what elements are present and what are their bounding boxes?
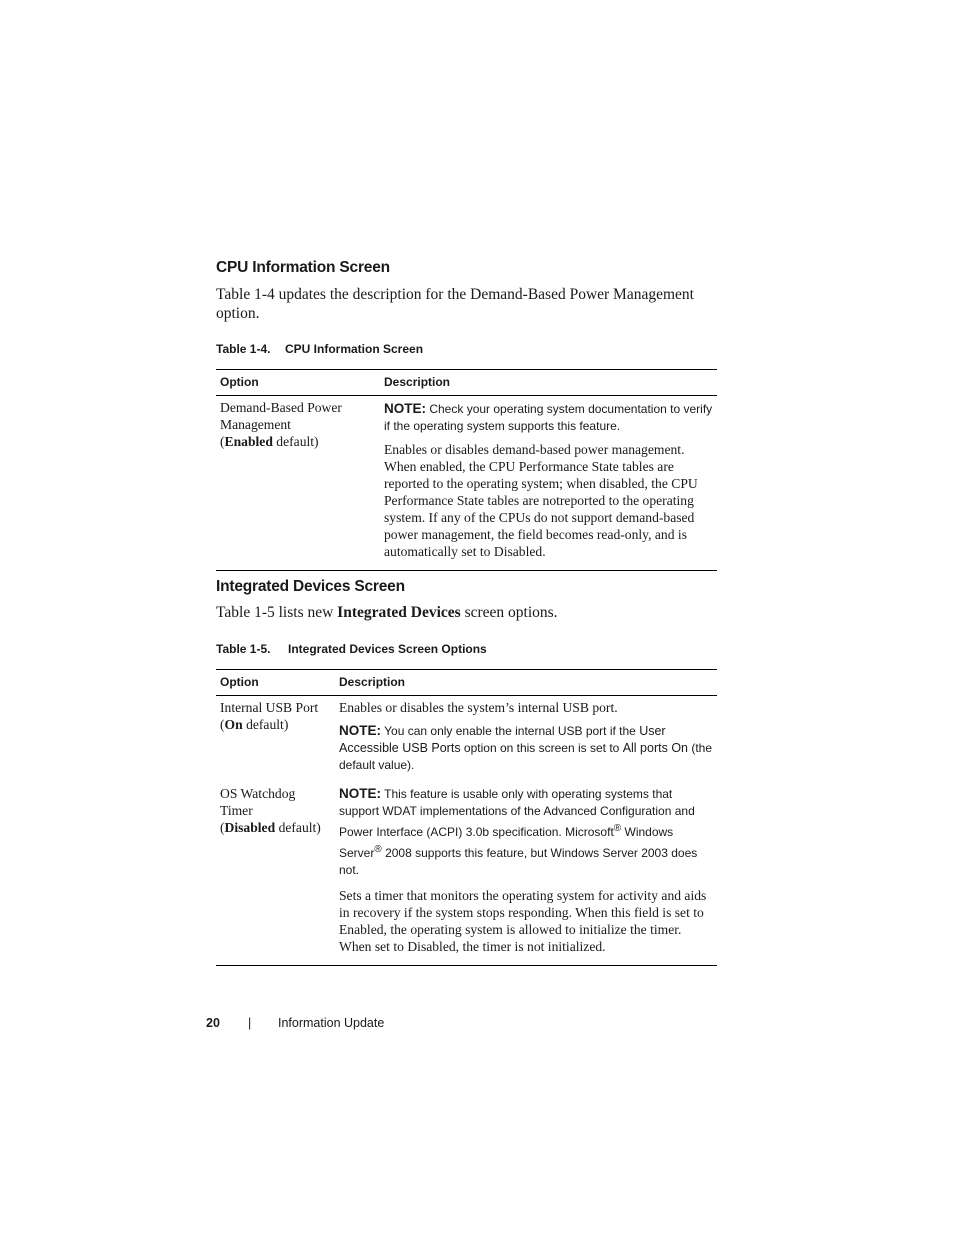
description-cell (335, 782, 717, 966)
table-caption-1-5 (216, 642, 487, 656)
table-row (216, 782, 717, 966)
option-default-value: On (224, 717, 243, 732)
description-body: Enables or disables demand-based power management. When enabled, the CPU Performance State tables are reported to the operating system; when disabled, the CPU Performance State tables are notreported to the operating system. If any of the CPUs do not support demand-based power management, the field becomes read-only, and is automatically set to (384, 442, 698, 559)
integrated-devices-table (216, 669, 717, 966)
section-intro-cpu: Table 1-4 updates the description for the Demand-Based Power Management option. (216, 286, 694, 322)
note-text: Check your operating system documentation to verify if the operating system supports this feature. (384, 402, 713, 433)
option-name-line1: Internal USB Port (220, 700, 319, 715)
description-mid: , the operating system is allowed to initialize the timer. When set to (339, 922, 682, 954)
section-intro-integrated-devices (216, 603, 721, 622)
option-cell: Demand-Based Power Management (Enabled default) (216, 396, 380, 571)
note (339, 785, 713, 879)
description-value: Disabled (493, 544, 543, 559)
option-cell: OS Watchdog Timer (Disabled default) (216, 782, 335, 966)
description-text (339, 887, 713, 955)
description-value-disabled: Disabled (407, 939, 456, 954)
table-row (216, 696, 717, 783)
description-post: , the timer is not initialized. (455, 939, 606, 954)
note-ui-option: User Accessible USB Ports (339, 724, 666, 755)
caption-title: CPU Information Screen (285, 342, 424, 356)
note (339, 722, 713, 774)
option-cell: Internal USB Port (On default) (220, 700, 319, 732)
note-label: NOTE: (339, 723, 381, 738)
column-header-option: Option (216, 670, 335, 696)
description-cell (380, 396, 717, 571)
option-default-suffix: default) (246, 717, 289, 732)
caption-title: Integrated Devices Screen Options (288, 642, 487, 656)
column-header-option: Option (216, 370, 380, 396)
note-ui-value: All ports On (622, 741, 688, 755)
table-row (216, 396, 717, 571)
description-pre: Sets a timer that monitors the operating system for activity and aids in recovery if the system stops responding. When this field is set to (339, 888, 707, 920)
option-default-value: Enabled (224, 434, 273, 449)
caption-number: Table 1-4. (216, 342, 271, 356)
cpu-information-table (216, 369, 717, 571)
option-default-value: Disabled (224, 820, 276, 835)
section-heading-cpu-information: CPU Information Screen (216, 259, 390, 276)
footer-title: Information Update (278, 1016, 385, 1030)
note-text-pre: This feature is usable only with operating systems that support WDAT implementations of the Advanced Configuration and Power Interface (ACPI) 3.0b specification. Microsoft (339, 787, 695, 839)
note-text-mid: option on this screen is set to (463, 741, 620, 755)
option-name-line1: Demand-Based Power (220, 400, 342, 415)
footer-separator: | (248, 1016, 252, 1030)
description-text: Enables or disables the system’s internal USB port. (339, 700, 618, 715)
option-default-suffix: default) (276, 434, 319, 449)
description-value-enabled: Enabled (339, 922, 384, 937)
option-name-line2: Timer (220, 803, 253, 818)
table-caption-1-4 (216, 342, 423, 356)
note-text-pre: You can only enable the internal USB port if the (384, 724, 636, 738)
section-heading-integrated-devices: Integrated Devices Screen (216, 578, 405, 595)
intro-post: screen options. (464, 604, 558, 621)
intro-emphasis: Integrated Devices (337, 604, 461, 621)
page-number: 20 (206, 1016, 220, 1030)
option-name-line2: Management (220, 417, 291, 432)
caption-number: Table 1-5. (216, 642, 271, 656)
description-text (384, 441, 713, 560)
registered-mark: ® (613, 823, 622, 834)
column-header-description: Description (335, 670, 717, 696)
option-default-suffix: default) (278, 820, 321, 835)
note-text-post: (the default value). (339, 741, 713, 772)
intro-pre: Table 1-5 lists new (216, 604, 334, 621)
note-label: NOTE: (339, 786, 381, 801)
note-text-post: 2008 supports this feature, but Windows Server 2003 does not. (339, 846, 698, 877)
registered-mark: ® (374, 844, 382, 855)
note (384, 400, 713, 435)
description-cell (335, 696, 717, 783)
note-label: NOTE: (384, 401, 426, 416)
note-text-mid: Windows Server (339, 825, 674, 860)
description-end: . (542, 544, 546, 559)
column-header-description: Description (380, 370, 717, 396)
option-name-line1: OS Watchdog (220, 786, 296, 801)
